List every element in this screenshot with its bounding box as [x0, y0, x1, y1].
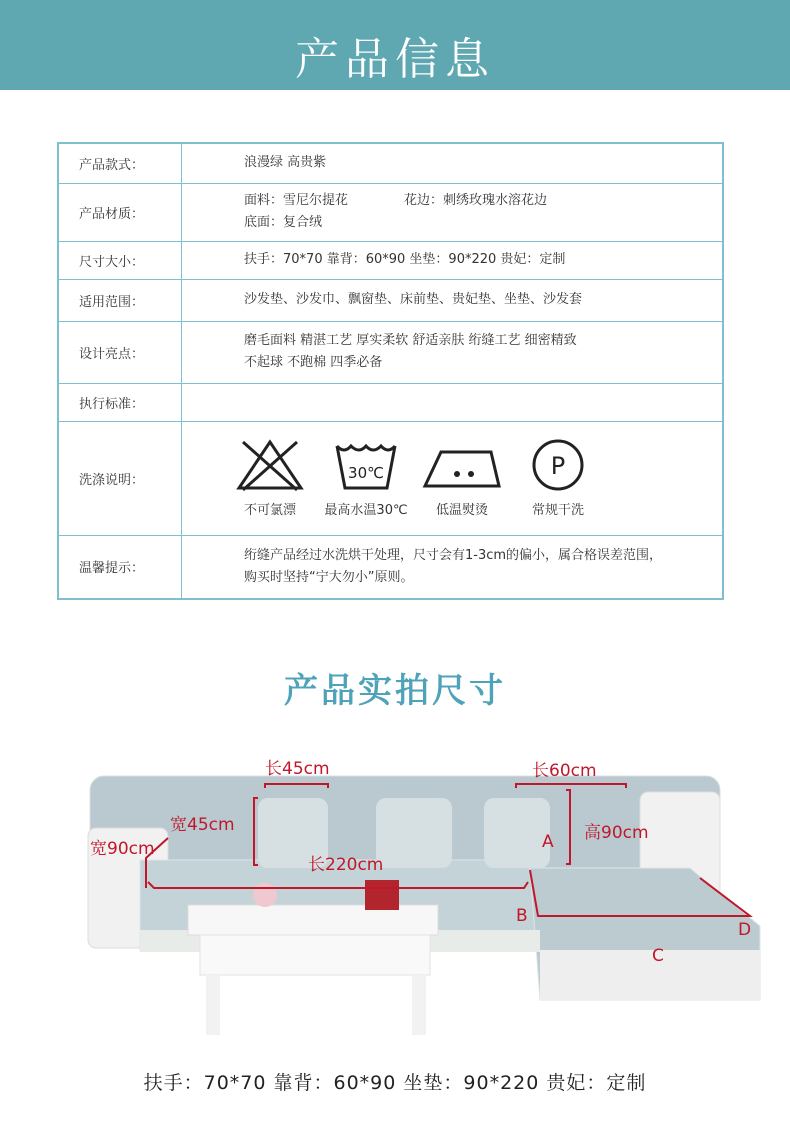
table-row	[58, 421, 723, 535]
sofa-illustration	[60, 740, 780, 1060]
standard-key: 执行标准：	[58, 383, 182, 421]
table-row	[58, 241, 723, 279]
care-item	[414, 438, 510, 522]
dim-len220: 长220cm	[308, 855, 384, 875]
label-a: A	[542, 832, 554, 852]
dry-clean-icon	[529, 438, 587, 492]
wash-value	[182, 421, 724, 535]
dry-clean-letter: P	[550, 452, 566, 480]
style-key: 产品款式：	[58, 143, 182, 183]
size-key: 尺寸大小：	[58, 241, 182, 279]
label-c: C	[652, 946, 664, 966]
table-row	[58, 383, 723, 421]
care-label: 不可氯漂	[243, 503, 296, 518]
table-row	[58, 143, 723, 183]
tips-line-2: 购买时坚持“宁大勿小”原则。	[244, 569, 414, 585]
label-b: B	[516, 906, 528, 926]
wash-30-icon	[333, 438, 399, 492]
scope-value: 沙发垫、沙发巾、飘窗垫、床前垫、贵妃垫、坐垫、沙发套	[182, 279, 724, 321]
lace-text: 花边：刺绣玫瑰水溶花边	[404, 193, 548, 208]
table-row	[58, 183, 723, 241]
tips-key: 温馨提示：	[58, 535, 182, 599]
design-key: 设计亮点：	[58, 321, 182, 383]
care-label: 最高水温30℃	[324, 503, 408, 518]
care-label: 常规干洗	[531, 503, 584, 518]
fabric-text: 面料：雪尼尔提花	[244, 193, 349, 208]
design-line-1: 磨毛面料 精湛工艺 厚实柔软 舒适亲肤 绗缝工艺 细密精致	[244, 333, 577, 348]
footer-sizes: 扶手：70*70 靠背：60*90 坐垫：90*220 贵妃：定制	[143, 1072, 647, 1094]
wash-temp-text: 30℃	[348, 464, 384, 482]
table-row	[58, 279, 723, 321]
style-value: 浪漫绿 高贵紫	[182, 143, 724, 183]
material-line-2: 底面：复合绒	[244, 215, 323, 230]
care-label: 低温熨烫	[435, 503, 488, 518]
care-icons	[222, 434, 721, 522]
size-value: 扶手：70*70 靠背：60*90 坐垫：90*220 贵妃：定制	[182, 241, 724, 279]
dim-len45: 长45cm	[265, 759, 330, 779]
dim-wid90: 宽90cm	[90, 839, 155, 859]
no-bleach-icon	[233, 438, 307, 492]
section-title: 产品实拍尺寸	[284, 671, 506, 711]
care-item	[318, 438, 414, 522]
header-banner	[0, 0, 790, 110]
standard-value	[182, 383, 724, 421]
dim-wid45: 宽45cm	[170, 815, 235, 835]
scope-key: 适用范围：	[58, 279, 182, 321]
material-line-1	[244, 190, 721, 212]
wash-key: 洗涤说明：	[58, 421, 182, 535]
care-item	[510, 438, 606, 522]
page-title: 产品信息	[295, 34, 495, 85]
tips-value	[182, 535, 724, 599]
product-photo	[60, 740, 780, 1060]
table-row	[58, 321, 723, 383]
dim-height90: 高90cm	[584, 823, 649, 843]
material-value	[182, 183, 724, 241]
low-iron-icon	[421, 438, 503, 492]
dim-len60: 长60cm	[532, 761, 597, 781]
material-key: 产品材质：	[58, 183, 182, 241]
header-band	[0, 10, 790, 100]
header-strip	[0, 90, 790, 110]
design-line-2: 不起球 不跑棉 四季必备	[244, 355, 383, 370]
table-row	[58, 535, 723, 599]
care-item	[222, 438, 318, 522]
spec-table	[57, 142, 724, 600]
label-d: D	[738, 920, 752, 940]
tips-line-1: 绗缝产品经过水洗烘干处理，尺寸会有1-3cm的偏小，属合格误差范围，	[244, 547, 663, 563]
design-value	[182, 321, 724, 383]
